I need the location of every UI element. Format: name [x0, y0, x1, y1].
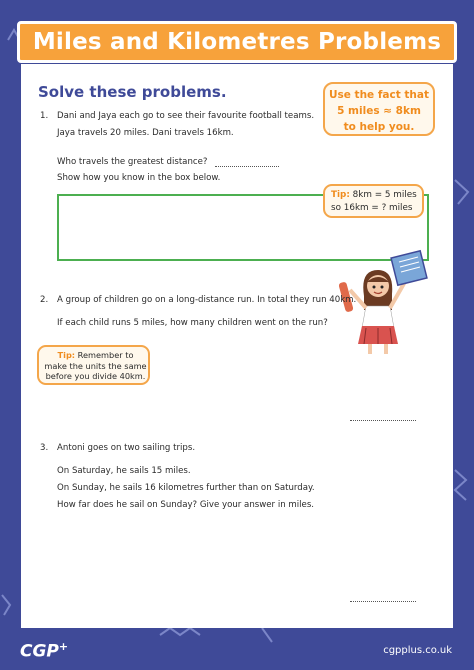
question-1-line-1: Dani and Jaya each go to see their favourite football teams.: [57, 111, 315, 121]
fact-line-2: 5 miles ≈ 8km: [337, 105, 421, 117]
tip-box-1: [323, 184, 424, 218]
cgp-logo-plus: +: [58, 640, 69, 653]
page-title: Miles and Kilometres Problems: [17, 21, 457, 63]
tip-1-line-1: 8km = 5 miles: [349, 190, 417, 200]
question-3-line-4: How far does he sail on Sunday? Give your answer in miles.: [57, 500, 315, 510]
question-1-line-3: Who travels the greatest distance?: [57, 157, 208, 167]
question-3-line-3: On Sunday, he sails 16 kilometres further than on Saturday.: [57, 483, 315, 493]
tip-2-line-1: Remember to: [75, 350, 134, 360]
footer-url[interactable]: cgpplus.co.uk: [383, 645, 452, 656]
fact-line-1: Use the fact that: [329, 89, 429, 101]
tip-2-line-2: make the units the same: [44, 360, 147, 371]
question-3-line-2: On Saturday, he sails 15 miles.: [57, 466, 191, 476]
question-2-line-1: A group of children go on a long-distance run. In total they run 40km.: [57, 295, 357, 305]
tip-2-line-3: before you divide 40km.: [45, 371, 146, 381]
answer-line-1[interactable]: [215, 166, 279, 167]
tip-2-label: Tip:: [57, 350, 76, 360]
answer-line-3[interactable]: [350, 601, 416, 602]
cgp-logo-text: CGP: [20, 641, 59, 662]
question-2-line-2: If each child runs 5 miles, how many children went on the run?: [57, 318, 328, 328]
question-1-line-2: Jaya travels 20 miles. Dani travels 16km.: [57, 128, 234, 138]
question-1-line-4: Show how you know in the box below.: [57, 173, 221, 183]
fact-line-3: to help you.: [343, 121, 415, 133]
cgp-logo: [20, 640, 68, 662]
question-1-number: 1.: [40, 111, 49, 121]
tip-box-2: [37, 345, 150, 385]
tip-1-line-2: so 16km = ? miles: [331, 203, 413, 213]
answer-line-2[interactable]: [350, 420, 416, 421]
question-3-number: 3.: [40, 443, 49, 453]
question-3-line-1: Antoni goes on two sailing trips.: [57, 443, 196, 453]
section-heading: Solve these problems.: [38, 83, 227, 101]
fact-box: [323, 82, 435, 136]
tip-1-label: Tip:: [331, 190, 350, 200]
question-2-number: 2.: [40, 295, 49, 305]
